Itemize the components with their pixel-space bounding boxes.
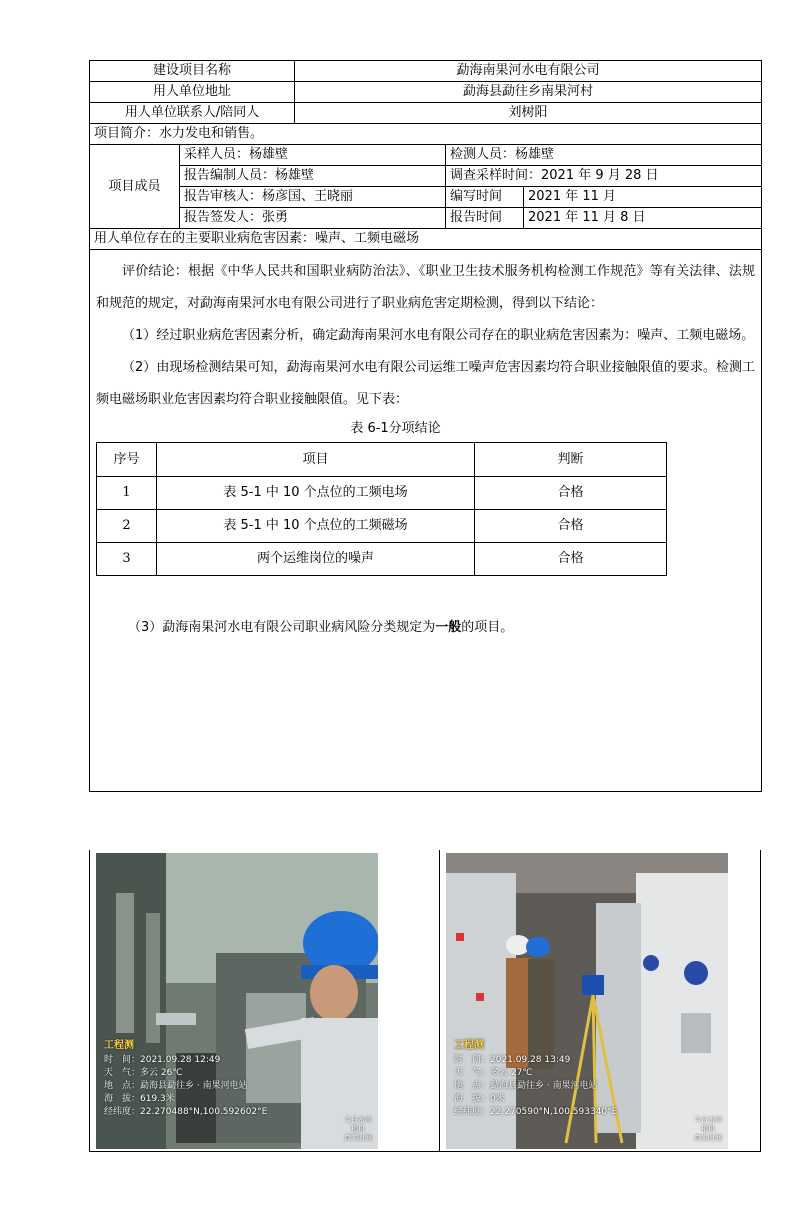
survey-time: 调查采样时间：2021 年 9 月 28 日 [446, 166, 762, 187]
table-row [97, 510, 667, 543]
risk-prefix: （3）勐海南果河水电有限公司职业病风险分类规定为 [128, 620, 436, 635]
row-item: 两个运维岗位的噪声 [157, 543, 475, 576]
photo-1-stamp [104, 1039, 267, 1119]
signer: 报告签发人：张勇 [180, 208, 446, 229]
sub-table-caption: 表 6-1分项结论 [350, 421, 441, 436]
photo-2-time: 时 间：2021.09.28 13:49 [454, 1055, 571, 1065]
conclusion-paragraph-1: 评价结论：根据《中华人民共和国职业病防治法》、《职业卫生技术服务机构检测工作规范》等有关法律、法规和规范的规定，对勐海南果河水电有限公司进行了职业病危害定期检测，得到以下结论： [96, 264, 756, 311]
conclusion-paragraph-4 [96, 618, 755, 638]
risk-suffix: 的项目。 [461, 620, 514, 635]
photo-2-location: 地 点：勐海县勐往乡 · 南果河电站 [454, 1081, 598, 1091]
table-row [97, 477, 667, 510]
photo-1-watermark: 今日水印 相机 真实时间 [344, 1116, 372, 1142]
editor: 报告编制人员：杨雄壁 [180, 166, 446, 187]
write-time-value: 2021 年 11 月 [524, 187, 762, 208]
risk-level: 一般 [435, 620, 462, 635]
row-judgement: 合格 [475, 510, 667, 543]
table-header-row [97, 443, 667, 477]
table-row [97, 543, 667, 576]
row-judgement: 合格 [475, 543, 667, 576]
photo-2-altitude: 海 拔：0米 [454, 1094, 505, 1104]
photo-1-coords: 经纬度：22.270488°N,100.592602°E [104, 1107, 268, 1117]
photo-2-weather: 天 气：多云 27℃ [454, 1068, 533, 1078]
row-judgement: 合格 [475, 477, 667, 510]
tester: 检测人员：杨雄壁 [446, 145, 762, 166]
project-name-value: 勐海南果河水电有限公司 [295, 61, 762, 82]
row-index: 1 [97, 477, 157, 510]
photo-2-watermark: 今日水印 相机 真实时间 [694, 1116, 722, 1142]
conclusion-section [90, 250, 762, 792]
header-item: 项目 [157, 443, 475, 477]
photo-1-altitude: 海 拔：619.3米 [104, 1094, 175, 1104]
project-name-label: 建设项目名称 [90, 61, 295, 82]
write-time-label: 编写时间 [446, 187, 524, 208]
project-intro: 项目简介：水力发电和销售。 [90, 124, 762, 145]
row-item: 表 5-1 中 10 个点位的工频电场 [157, 477, 475, 510]
contact-value: 刘树阳 [295, 103, 762, 124]
photo-2-coords: 经纬度：22.270590°N,100.593340°E [454, 1107, 618, 1117]
address-value: 勐海县勐往乡南果河村 [295, 82, 762, 103]
header-judgement: 判断 [475, 443, 667, 477]
sampler: 采样人员：杨雄壁 [180, 145, 446, 166]
conclusion-paragraph-2: （1）经过职业病危害因素分析，确定勐海南果河水电有限公司存在的职业病危害因素为：噪声、工频电磁场。 [122, 328, 755, 343]
row-index: 2 [97, 510, 157, 543]
site-photo-2 [446, 853, 728, 1149]
photo-divider [439, 850, 440, 1151]
photo-1-brand: 工程测 [104, 1040, 134, 1051]
contact-label: 用人单位联系人/陪同人 [90, 103, 295, 124]
row-item: 表 5-1 中 10 个点位的工频磁场 [157, 510, 475, 543]
report-info-table [89, 60, 762, 792]
conclusion-table [96, 442, 667, 576]
row-index: 3 [97, 543, 157, 576]
site-photo-1 [96, 853, 378, 1149]
members-label: 项目成员 [90, 145, 180, 229]
report-time-label: 报告时间 [446, 208, 524, 229]
reviewer: 报告审核人：杨彦国、王晓丽 [180, 187, 446, 208]
photo-1-weather: 天 气：多云 26℃ [104, 1068, 183, 1078]
address-label: 用人单位地址 [90, 82, 295, 103]
hazard-factors: 用人单位存在的主要职业病危害因素：噪声、工频电磁场 [90, 229, 762, 250]
report-time-value: 2021 年 11 月 8 日 [524, 208, 762, 229]
photo-1-location: 地 点：勐海县勐往乡 · 南果河电站 [104, 1081, 248, 1091]
photo-section [89, 850, 761, 1152]
header-index: 序号 [97, 443, 157, 477]
photo-2-brand: 工程测 [454, 1040, 484, 1051]
conclusion-paragraph-3: （2）由现场检测结果可知，勐海南果河水电有限公司运维工噪声危害因素均符合职业接触限值的要求。检测工频电磁场职业危害因素均符合职业接触限值。见下表： [96, 360, 756, 407]
photo-2-stamp [454, 1039, 617, 1119]
photo-1-time: 时 间：2021.09.28 12:49 [104, 1055, 221, 1065]
